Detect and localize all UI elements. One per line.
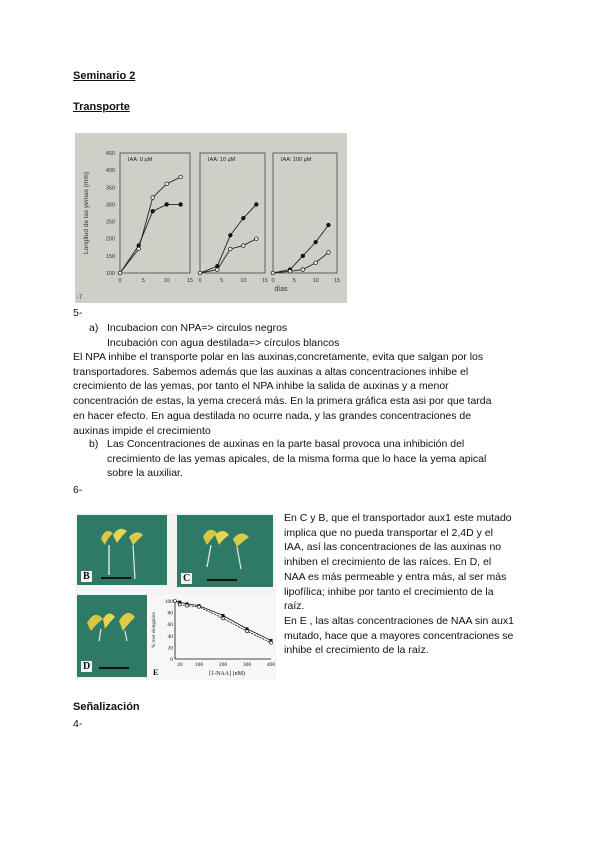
x-tick-label: 200	[218, 662, 228, 668]
x-axis-label: [1-NAA] (nM)	[209, 671, 245, 677]
y-tick-label: 0	[170, 657, 173, 663]
series-line	[200, 239, 256, 273]
x-tick-label: 0	[198, 278, 202, 284]
plate-e-chart	[147, 595, 275, 679]
y-axis-label: Longitud de las yemas (mm)	[83, 171, 90, 255]
y-tick-label: 350	[105, 185, 115, 192]
paragraph-line: concentración de estas, la yema crecerá más. En la primera gráfica esta asi por que tarda	[73, 395, 492, 408]
plate-b	[77, 515, 167, 585]
data-point	[255, 203, 259, 207]
naa-root-elongation-chart	[147, 595, 275, 679]
item-b-text	[107, 437, 527, 481]
q6-paragraph	[284, 511, 574, 658]
x-tick-label: 100	[194, 662, 204, 668]
plate-label: B	[83, 571, 90, 582]
series-line	[120, 177, 181, 273]
data-point	[288, 269, 292, 273]
y-tick-label: 100	[105, 271, 115, 277]
data-point	[186, 604, 189, 607]
data-point	[216, 268, 220, 272]
series-line	[273, 225, 328, 273]
x-tick-label: 15	[261, 278, 269, 284]
data-point	[174, 600, 177, 603]
paragraph-line: auxinas impide el crecimiento	[73, 424, 211, 437]
plate-label: D	[83, 661, 91, 672]
y-tick-label: 450	[105, 151, 115, 157]
y-tick-label: 200	[105, 236, 115, 243]
series-line	[200, 204, 256, 273]
x-tick-label: 5	[220, 278, 224, 284]
x-tick-label: 15	[333, 278, 341, 284]
figure-aux1-plates	[75, 513, 276, 680]
scale-bar	[99, 667, 129, 669]
item-a-line2: Incubación con agua destilada=> círculos blancos	[107, 337, 340, 349]
data-point	[198, 605, 201, 608]
x-tick-label: 0	[118, 278, 122, 284]
scale-bar	[101, 577, 131, 579]
paragraph-line: NAA es más permeable y entra más, al ser más	[284, 570, 507, 583]
data-point	[179, 175, 183, 179]
data-point	[165, 182, 169, 186]
data-point	[229, 233, 233, 237]
paragraph-line: transportadores. Sabemos además que las auxinas a altas concentraciones inhibe el	[73, 365, 469, 378]
paragraph-line: inhiben el crecimiento de las raíces. En D, el	[284, 556, 492, 569]
plate-label: E	[153, 668, 159, 677]
x-tick-label: 5	[292, 278, 296, 284]
series-line	[273, 252, 328, 273]
paragraph-line: mutado, hace que a mayores concentraciones se	[284, 629, 514, 642]
paragraph-line: IAA, así las concentraciones de las auxinas no	[284, 541, 502, 554]
y-tick-label: 400	[105, 168, 115, 175]
scale-bar	[207, 579, 237, 581]
data-point	[255, 237, 259, 241]
data-point	[165, 203, 169, 207]
y-tick-label: 150	[105, 253, 115, 260]
x-tick-label: 300	[242, 662, 252, 668]
x-axis-label: días	[274, 286, 288, 293]
data-point	[301, 254, 305, 258]
question-number-6: 6-	[73, 484, 83, 496]
panel-label: IAA: 10 µM	[208, 157, 236, 163]
x-tick-label: 10	[240, 278, 247, 284]
data-point	[151, 209, 155, 213]
figure-bud-growth	[75, 133, 347, 303]
x-tick-label: 5	[141, 278, 145, 284]
item-b-line: crecimiento de las yemas apicales, de la misma forma que lo hace la yema apical	[107, 452, 487, 465]
data-point	[222, 617, 225, 620]
data-point	[270, 641, 273, 644]
x-tick-label: 0	[271, 278, 275, 284]
plate-d	[77, 595, 147, 677]
data-point	[314, 261, 318, 265]
data-point	[229, 247, 233, 251]
plate-label: C	[183, 573, 191, 584]
item-b-line: sobre la auxiliar.	[107, 467, 183, 480]
paragraph-line: implica que no pueda transportar el 2,4D y el	[284, 526, 493, 539]
item-b-line: Las Concentraciones de auxinas en la parte basal provoca una inhibición del	[107, 438, 465, 450]
list-marker-a: a)	[89, 322, 99, 334]
data-point	[178, 603, 181, 606]
paragraph-line: en hacer efecto. En agua destilada no ocurre nada, y las grandes concentraciones de	[73, 409, 472, 422]
data-point	[151, 196, 155, 200]
x-tick-label: 400	[266, 662, 275, 668]
y-tick-label: 80	[167, 610, 173, 617]
question-number-5: 5-	[73, 307, 83, 319]
figure-corner-label: -7	[77, 295, 83, 301]
y-tick-label: 300	[105, 202, 115, 209]
plate-c	[177, 515, 273, 587]
section-title-transporte: Transporte	[73, 101, 130, 113]
data-point	[271, 271, 275, 275]
data-point	[242, 244, 246, 248]
bud-growth-chart	[75, 133, 347, 303]
list-marker-b: b)	[89, 438, 99, 450]
panel-frame	[273, 153, 337, 273]
data-point	[222, 614, 225, 617]
data-point	[198, 271, 202, 275]
chart-background	[147, 595, 275, 679]
paragraph-line: El NPA inhibe el transporte polar en las auxinas,concretamente, evita que salgan por los	[73, 351, 484, 363]
data-point	[137, 247, 141, 251]
series-line	[120, 204, 181, 273]
item-a-line1: Incubacion con NPA=> circulos negros	[107, 322, 288, 334]
y-axis-label: % root elongation	[152, 612, 157, 648]
section-title-senalizacion: Señalización	[73, 701, 140, 713]
y-tick-label: 60	[167, 622, 173, 629]
paragraph-line: inhibe el crecimiento de la raíz.	[284, 644, 429, 657]
y-tick-label: 250	[105, 219, 115, 226]
paragraph-line: En E , las altas concentraciones de NAA sin aux1	[284, 614, 514, 627]
y-tick-label: 40	[167, 633, 173, 640]
x-tick-label: 10	[163, 278, 170, 284]
data-point	[327, 251, 331, 255]
x-tick-label: 15	[186, 278, 194, 284]
data-point	[118, 271, 122, 275]
paragraph-line: lipofílica; inhibe por tanto el crecimiento de la	[284, 585, 494, 598]
x-tick-label: 10	[312, 278, 319, 284]
q5-paragraph	[73, 350, 543, 438]
data-point	[246, 630, 249, 633]
data-point	[179, 203, 183, 207]
x-tick-label: 20	[177, 662, 183, 668]
paragraph-line: En C y B, que el transportador aux1 este mutado	[284, 512, 512, 524]
panel-frame	[120, 153, 190, 273]
question-number-4: 4-	[73, 718, 83, 730]
data-point	[301, 268, 305, 272]
data-point	[327, 223, 331, 227]
paragraph-line: raíz.	[284, 600, 305, 613]
y-tick-label: 100	[164, 599, 173, 605]
y-tick-label: 20	[167, 645, 173, 652]
panel-label: IAA: 0 µM	[128, 157, 153, 163]
paragraph-line: crecimiento de las yemas, por tanto el NPA inhibe la salida de auxinas y a menor	[73, 380, 449, 393]
data-point	[314, 240, 318, 244]
page-title: Seminario 2	[73, 70, 136, 82]
data-point	[242, 216, 246, 220]
panel-frame	[200, 153, 265, 273]
panel-label: IAA: 100 µM	[281, 157, 312, 163]
